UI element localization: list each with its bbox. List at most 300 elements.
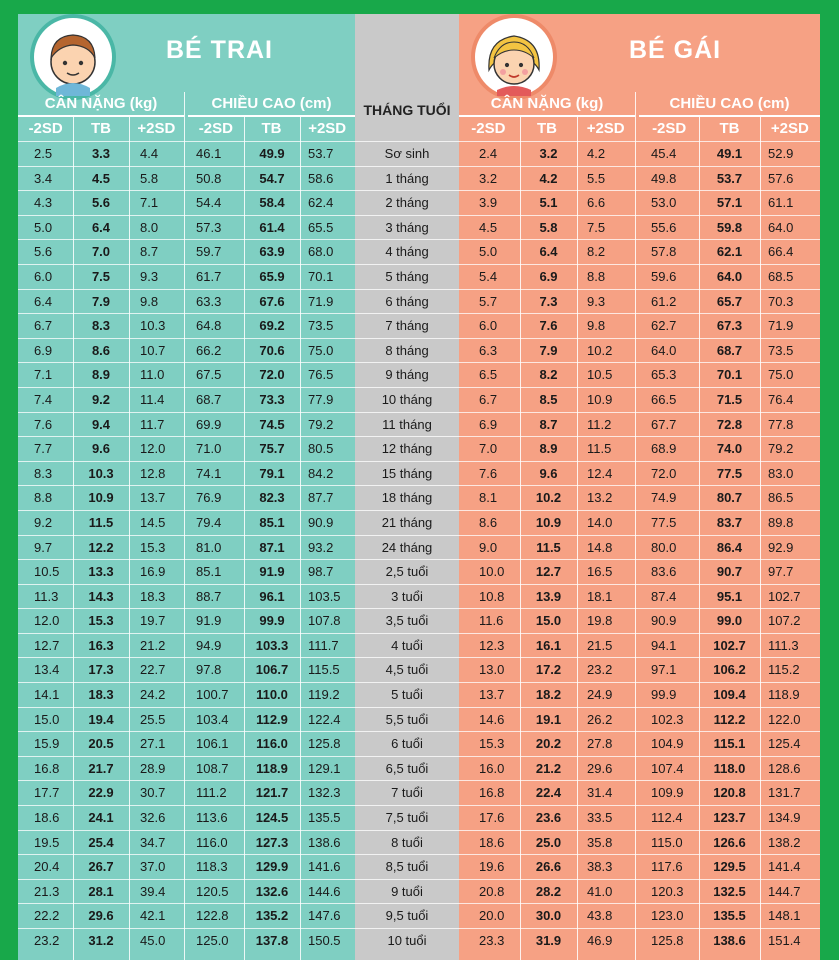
table-row bbox=[459, 731, 820, 756]
table-row bbox=[18, 928, 355, 953]
table-cell: 59.7 bbox=[196, 244, 222, 260]
table-cell: 9.7 bbox=[34, 539, 53, 555]
age-row bbox=[355, 141, 459, 166]
table-row bbox=[18, 215, 355, 240]
table-row bbox=[459, 485, 820, 510]
table-cell: 126.6 bbox=[713, 834, 746, 850]
table-cell: 5.5 bbox=[587, 170, 606, 186]
table-cell: 84.2 bbox=[308, 465, 334, 481]
table-cell: 66.2 bbox=[196, 342, 222, 358]
table-cell: 125.0 bbox=[196, 933, 229, 948]
age-cell: 5 tháng bbox=[385, 268, 429, 284]
table-cell: 96.1 bbox=[259, 588, 285, 604]
table-cell: 14.1 bbox=[34, 687, 60, 703]
table-cell: 85.1 bbox=[259, 514, 285, 530]
age-cell: 10 tuổi bbox=[387, 933, 427, 948]
table-cell: 110.0 bbox=[256, 687, 288, 703]
table-cell: 16.0 bbox=[479, 760, 505, 776]
table-cell: 89.8 bbox=[768, 514, 794, 530]
age-cell: 3 tuổi bbox=[391, 588, 423, 604]
table-cell: 12.2 bbox=[88, 539, 114, 555]
age-row bbox=[355, 362, 459, 387]
table-cell: 64.0 bbox=[768, 219, 794, 235]
table-cell: 46.9 bbox=[587, 933, 613, 948]
table-cell: 19.4 bbox=[88, 711, 114, 727]
table-row bbox=[459, 657, 820, 682]
table-cell: 10.7 bbox=[140, 342, 166, 358]
sub-header-tb: TB bbox=[537, 120, 557, 137]
age-row bbox=[355, 313, 459, 338]
age-column bbox=[355, 14, 459, 960]
table-cell: 79.2 bbox=[308, 416, 334, 432]
table-cell: 14.8 bbox=[587, 539, 613, 555]
table-cell: 6.0 bbox=[34, 268, 53, 284]
table-row bbox=[18, 289, 355, 314]
boys-table-body bbox=[18, 141, 355, 953]
table-row bbox=[18, 338, 355, 363]
table-cell: 21.5 bbox=[587, 637, 613, 653]
sub-header-tb: TB bbox=[719, 120, 740, 137]
table-cell: 123.0 bbox=[651, 908, 684, 924]
table-cell: 76.4 bbox=[768, 391, 794, 407]
table-cell: 119.2 bbox=[308, 687, 340, 703]
table-cell: 3.9 bbox=[479, 195, 498, 211]
table-cell: 82.3 bbox=[259, 490, 285, 506]
table-cell: 14.5 bbox=[140, 514, 166, 530]
age-row bbox=[355, 461, 459, 486]
table-cell: 25.0 bbox=[535, 834, 562, 850]
age-row bbox=[355, 633, 459, 658]
table-cell: 68.9 bbox=[651, 441, 677, 457]
age-row bbox=[355, 854, 459, 879]
age-row bbox=[355, 387, 459, 412]
table-cell: 10.5 bbox=[34, 564, 60, 580]
table-cell: 15.9 bbox=[34, 736, 60, 752]
table-cell: 11.5 bbox=[587, 441, 612, 457]
table-row bbox=[459, 682, 820, 707]
table-cell: 121.7 bbox=[255, 785, 289, 801]
table-cell: 37.0 bbox=[140, 859, 166, 875]
table-cell: 74.1 bbox=[196, 465, 222, 481]
table-cell: 19.8 bbox=[587, 613, 613, 629]
boys-height-subheaders bbox=[188, 117, 355, 141]
table-cell: 21.7 bbox=[88, 760, 114, 776]
table-cell: 103.5 bbox=[308, 588, 341, 604]
table-row bbox=[18, 461, 355, 486]
table-cell: 77.5 bbox=[716, 465, 743, 481]
age-cell: 7,5 tuổi bbox=[385, 810, 429, 826]
table-cell: 17.2 bbox=[535, 662, 562, 678]
table-row bbox=[18, 657, 355, 682]
age-row bbox=[355, 559, 459, 584]
table-cell: 7.5 bbox=[587, 219, 606, 235]
table-cell: 12.7 bbox=[34, 637, 60, 653]
table-cell: 6.9 bbox=[479, 416, 498, 432]
table-row bbox=[459, 362, 820, 387]
table-cell: 98.7 bbox=[308, 564, 334, 580]
table-cell: 14.0 bbox=[587, 514, 613, 530]
table-cell: 23.2 bbox=[34, 933, 60, 948]
age-row bbox=[355, 903, 459, 928]
age-cell: 6 tháng bbox=[385, 293, 429, 309]
table-cell: 57.6 bbox=[768, 170, 794, 186]
age-row bbox=[355, 731, 459, 756]
table-cell: 129.9 bbox=[255, 859, 289, 875]
table-cell: 3.3 bbox=[91, 146, 111, 161]
boys-weight-subheaders bbox=[18, 117, 184, 141]
table-cell: 15.3 bbox=[140, 539, 166, 555]
table-cell: 128.6 bbox=[768, 760, 801, 776]
table-cell: 8.7 bbox=[140, 244, 159, 260]
table-cell: 100.7 bbox=[196, 687, 229, 703]
table-cell: 91.9 bbox=[196, 613, 222, 629]
age-row bbox=[355, 707, 459, 732]
table-cell: 141.6 bbox=[308, 859, 341, 875]
table-cell: 12.0 bbox=[140, 441, 166, 457]
table-cell: 137.8 bbox=[255, 933, 289, 948]
table-row bbox=[459, 166, 820, 191]
table-cell: 150.5 bbox=[308, 933, 341, 948]
age-row bbox=[355, 682, 459, 707]
table-row bbox=[459, 190, 820, 215]
table-cell: 129.5 bbox=[713, 859, 746, 875]
age-cell: 9,5 tuổi bbox=[385, 908, 429, 924]
table-cell: 112.2 bbox=[713, 711, 746, 727]
table-cell: 26.6 bbox=[535, 859, 562, 875]
table-row bbox=[18, 805, 355, 830]
table-cell: 15.3 bbox=[88, 613, 114, 629]
boys-weight-header: CÂN NẶNG (kg) bbox=[18, 92, 184, 117]
table-cell: 6.5 bbox=[479, 367, 498, 383]
table-cell: 35.8 bbox=[587, 834, 613, 850]
table-cell: 106.7 bbox=[255, 662, 289, 678]
table-cell: 11.4 bbox=[140, 391, 165, 407]
table-cell: 6.7 bbox=[479, 391, 498, 407]
table-cell: 87.4 bbox=[651, 588, 677, 604]
table-cell: 13.0 bbox=[479, 662, 505, 678]
table-cell: 42.1 bbox=[140, 908, 166, 924]
table-cell: 21.2 bbox=[535, 760, 562, 776]
table-cell: 53.0 bbox=[651, 195, 677, 211]
table-cell: 70.1 bbox=[716, 367, 743, 383]
table-cell: 16.5 bbox=[587, 564, 613, 580]
table-cell: 8.1 bbox=[479, 490, 498, 506]
table-cell: 16.8 bbox=[34, 760, 60, 776]
table-row bbox=[18, 313, 355, 338]
table-cell: 9.4 bbox=[91, 416, 111, 432]
table-cell: 107.4 bbox=[651, 760, 684, 776]
table-cell: 19.6 bbox=[479, 859, 505, 875]
age-cell: 9 tháng bbox=[385, 367, 429, 383]
table-cell: 16.1 bbox=[535, 637, 562, 653]
table-cell: 80.0 bbox=[651, 539, 677, 555]
girls-height-subheaders bbox=[639, 117, 820, 141]
table-cell: 8.8 bbox=[587, 268, 606, 284]
table-cell: 106.1 bbox=[196, 736, 229, 752]
table-cell: 52.9 bbox=[768, 146, 794, 161]
table-cell: 9.3 bbox=[587, 293, 606, 309]
table-cell: 112.9 bbox=[256, 711, 288, 727]
table-cell: 23.2 bbox=[587, 662, 613, 678]
table-cell: 6.9 bbox=[34, 342, 53, 358]
table-cell: 103.3 bbox=[255, 637, 289, 653]
boys-panel bbox=[18, 14, 355, 960]
table-cell: 97.7 bbox=[768, 564, 794, 580]
table-cell: 12.7 bbox=[535, 564, 562, 580]
table-cell: 102.3 bbox=[651, 711, 684, 727]
sub-header-minus2sd: -2SD bbox=[471, 120, 506, 137]
age-cell: 4 tuổi bbox=[391, 637, 423, 653]
table-cell: 6.9 bbox=[539, 268, 558, 284]
table-cell: 10.9 bbox=[535, 514, 562, 530]
table-row bbox=[459, 608, 820, 633]
table-row bbox=[18, 412, 355, 437]
age-row bbox=[355, 412, 459, 437]
table-cell: 144.7 bbox=[768, 883, 801, 899]
table-cell: 21.3 bbox=[34, 883, 60, 899]
table-cell: 59.6 bbox=[651, 268, 677, 284]
age-cell: 8 tháng bbox=[385, 342, 429, 358]
sub-header-plus2sd: +2SD bbox=[137, 120, 176, 137]
table-row bbox=[459, 535, 820, 560]
table-row bbox=[18, 780, 355, 805]
table-cell: 7.3 bbox=[539, 293, 558, 309]
table-cell: 70.6 bbox=[259, 342, 285, 358]
table-cell: 74.0 bbox=[716, 441, 743, 457]
table-cell: 120.3 bbox=[651, 883, 684, 899]
table-cell: 12.8 bbox=[140, 465, 166, 481]
table-cell: 11.5 bbox=[536, 539, 561, 555]
age-cell: 4,5 tuổi bbox=[385, 662, 429, 678]
table-cell: 68.7 bbox=[716, 342, 743, 358]
table-cell: 141.4 bbox=[768, 859, 801, 875]
age-cell: 8 tuổi bbox=[391, 834, 423, 850]
table-row bbox=[459, 313, 820, 338]
table-row bbox=[18, 141, 355, 166]
table-cell: 70.1 bbox=[308, 268, 334, 284]
table-cell: 11.5 bbox=[88, 514, 114, 530]
table-cell: 111.3 bbox=[768, 637, 799, 653]
table-cell: 71.5 bbox=[716, 391, 743, 407]
table-cell: 30.7 bbox=[140, 785, 166, 801]
table-cell: 68.7 bbox=[196, 391, 222, 407]
table-cell: 3.2 bbox=[479, 170, 498, 186]
table-row bbox=[459, 289, 820, 314]
age-row bbox=[355, 436, 459, 461]
table-cell: 7.6 bbox=[34, 416, 53, 432]
table-cell: 87.1 bbox=[259, 539, 285, 555]
table-cell: 117.6 bbox=[651, 859, 683, 875]
table-row bbox=[459, 215, 820, 240]
table-cell: 118.0 bbox=[713, 760, 746, 776]
table-cell: 7.1 bbox=[140, 195, 159, 211]
table-cell: 147.6 bbox=[308, 908, 341, 924]
table-cell: 27.1 bbox=[140, 736, 166, 752]
age-cell: 4 tháng bbox=[385, 244, 429, 260]
table-cell: 5.1 bbox=[539, 195, 558, 211]
table-row bbox=[459, 780, 820, 805]
table-cell: 77.8 bbox=[768, 416, 794, 432]
age-row bbox=[355, 510, 459, 535]
table-cell: 72.0 bbox=[651, 465, 677, 481]
table-cell: 148.1 bbox=[768, 908, 801, 924]
table-row bbox=[459, 633, 820, 658]
table-cell: 76.9 bbox=[196, 490, 222, 506]
boys-height-header: CHIỀU CAO (cm) bbox=[188, 92, 355, 117]
age-cell: 24 tháng bbox=[381, 539, 433, 555]
table-cell: 10.3 bbox=[88, 465, 114, 481]
table-cell: 118.9 bbox=[768, 687, 800, 703]
table-cell: 115.5 bbox=[308, 662, 340, 678]
table-cell: 77.5 bbox=[651, 514, 677, 530]
table-row bbox=[459, 707, 820, 732]
table-cell: 74.5 bbox=[259, 416, 285, 432]
girls-panel bbox=[459, 14, 820, 960]
table-cell: 54.4 bbox=[196, 195, 222, 211]
table-cell: 9.3 bbox=[140, 268, 159, 284]
table-cell: 14.6 bbox=[479, 711, 505, 727]
age-cell: 3,5 tuổi bbox=[385, 613, 429, 629]
table-cell: 33.5 bbox=[587, 810, 613, 826]
table-cell: 20.8 bbox=[479, 883, 505, 899]
table-cell: 94.1 bbox=[651, 637, 677, 653]
table-row bbox=[18, 903, 355, 928]
table-cell: 18.6 bbox=[479, 834, 505, 850]
table-cell: 68.0 bbox=[308, 244, 334, 260]
table-cell: 3.2 bbox=[539, 146, 558, 161]
girls-height-header: CHIỀU CAO (cm) bbox=[639, 92, 820, 117]
table-cell: 5.8 bbox=[539, 219, 558, 235]
table-cell: 8.2 bbox=[587, 244, 606, 260]
table-cell: 19.5 bbox=[34, 834, 60, 850]
age-row bbox=[355, 928, 459, 953]
table-cell: 94.9 bbox=[196, 637, 222, 653]
table-row bbox=[459, 903, 820, 928]
table-cell: 2.5 bbox=[34, 146, 53, 161]
table-cell: 15.3 bbox=[479, 736, 505, 752]
table-cell: 65.7 bbox=[716, 293, 743, 309]
girls-weight-subheaders bbox=[459, 117, 635, 141]
table-cell: 22.4 bbox=[535, 785, 562, 801]
age-row bbox=[355, 584, 459, 609]
table-cell: 108.7 bbox=[196, 760, 229, 776]
table-cell: 39.4 bbox=[140, 883, 166, 899]
table-cell: 90.9 bbox=[308, 514, 334, 530]
table-cell: 9.2 bbox=[91, 391, 111, 407]
table-cell: 102.7 bbox=[768, 588, 801, 604]
table-cell: 8.6 bbox=[91, 342, 111, 358]
table-cell: 67.3 bbox=[716, 318, 743, 334]
table-cell: 13.2 bbox=[587, 490, 613, 506]
table-row bbox=[459, 756, 820, 781]
table-cell: 125.8 bbox=[651, 933, 684, 948]
table-cell: 63.3 bbox=[196, 293, 222, 309]
sub-header-tb: TB bbox=[261, 120, 282, 137]
table-cell: 15.0 bbox=[535, 613, 562, 629]
age-cell: 6,5 tuổi bbox=[385, 760, 429, 776]
table-cell: 72.8 bbox=[716, 416, 743, 432]
table-row bbox=[18, 436, 355, 461]
table-cell: 120.5 bbox=[196, 883, 229, 899]
table-cell: 13.9 bbox=[535, 588, 562, 604]
table-cell: 8.5 bbox=[539, 391, 558, 407]
table-cell: 67.5 bbox=[196, 367, 222, 383]
table-cell: 10.5 bbox=[587, 367, 613, 383]
table-cell: 25.4 bbox=[88, 834, 114, 850]
sub-header-plus2sd: +2SD bbox=[770, 120, 809, 137]
table-cell: 16.9 bbox=[140, 564, 166, 580]
age-row bbox=[355, 535, 459, 560]
table-cell: 6.3 bbox=[479, 342, 498, 358]
table-row bbox=[18, 510, 355, 535]
age-cell: 2,5 tuổi bbox=[385, 564, 429, 580]
age-header: THÁNG TUỔI bbox=[363, 102, 451, 118]
table-cell: 73.5 bbox=[768, 342, 794, 358]
table-cell: 29.6 bbox=[88, 908, 114, 924]
table-row bbox=[18, 830, 355, 855]
table-row bbox=[18, 633, 355, 658]
table-cell: 67.7 bbox=[651, 416, 677, 432]
table-cell: 102.7 bbox=[713, 637, 746, 653]
table-cell: 12.4 bbox=[587, 465, 613, 481]
age-cell: 5 tuổi bbox=[391, 687, 423, 703]
age-cell: 9 tuổi bbox=[391, 883, 423, 899]
table-cell: 10.0 bbox=[479, 564, 505, 580]
table-cell: 4.5 bbox=[91, 170, 111, 186]
table-row bbox=[459, 854, 820, 879]
table-cell: 11.3 bbox=[34, 588, 59, 604]
age-cell: 7 tháng bbox=[385, 318, 429, 334]
table-cell: 23.3 bbox=[479, 933, 505, 948]
table-cell: 75.7 bbox=[259, 441, 285, 457]
table-cell: 24.2 bbox=[140, 687, 166, 703]
table-cell: 97.8 bbox=[196, 662, 222, 678]
table-cell: 90.7 bbox=[716, 564, 743, 580]
table-cell: 49.1 bbox=[716, 146, 743, 161]
age-cell: 11 tháng bbox=[382, 416, 432, 432]
table-cell: 31.4 bbox=[587, 785, 613, 801]
sub-header-minus2sd: -2SD bbox=[198, 120, 233, 137]
table-cell: 8.2 bbox=[539, 367, 558, 383]
table-cell: 7.0 bbox=[91, 244, 111, 260]
table-cell: 10.9 bbox=[88, 490, 114, 506]
table-cell: 28.9 bbox=[140, 760, 166, 776]
table-cell: 7.9 bbox=[539, 342, 558, 358]
table-cell: 11.7 bbox=[140, 416, 165, 432]
table-cell: 28.2 bbox=[535, 883, 562, 899]
table-cell: 4.2 bbox=[587, 146, 606, 161]
table-cell: 125.4 bbox=[768, 736, 801, 752]
table-cell: 92.9 bbox=[768, 539, 794, 555]
table-cell: 10.3 bbox=[140, 318, 166, 334]
table-row bbox=[18, 608, 355, 633]
table-cell: 118.9 bbox=[256, 760, 288, 776]
table-cell: 18.3 bbox=[140, 588, 166, 604]
table-cell: 61.1 bbox=[768, 195, 794, 211]
table-cell: 131.7 bbox=[768, 785, 801, 801]
table-cell: 103.4 bbox=[196, 711, 229, 727]
table-cell: 8.7 bbox=[539, 416, 558, 432]
table-cell: 138.6 bbox=[713, 933, 746, 948]
age-row bbox=[355, 215, 459, 240]
table-cell: 11.2 bbox=[587, 416, 612, 432]
table-cell: 21.2 bbox=[140, 637, 166, 653]
table-cell: 16.8 bbox=[479, 785, 505, 801]
table-cell: 113.6 bbox=[196, 810, 228, 826]
table-cell: 27.8 bbox=[587, 736, 613, 752]
table-cell: 7.6 bbox=[479, 465, 498, 481]
table-cell: 122.8 bbox=[196, 908, 229, 924]
